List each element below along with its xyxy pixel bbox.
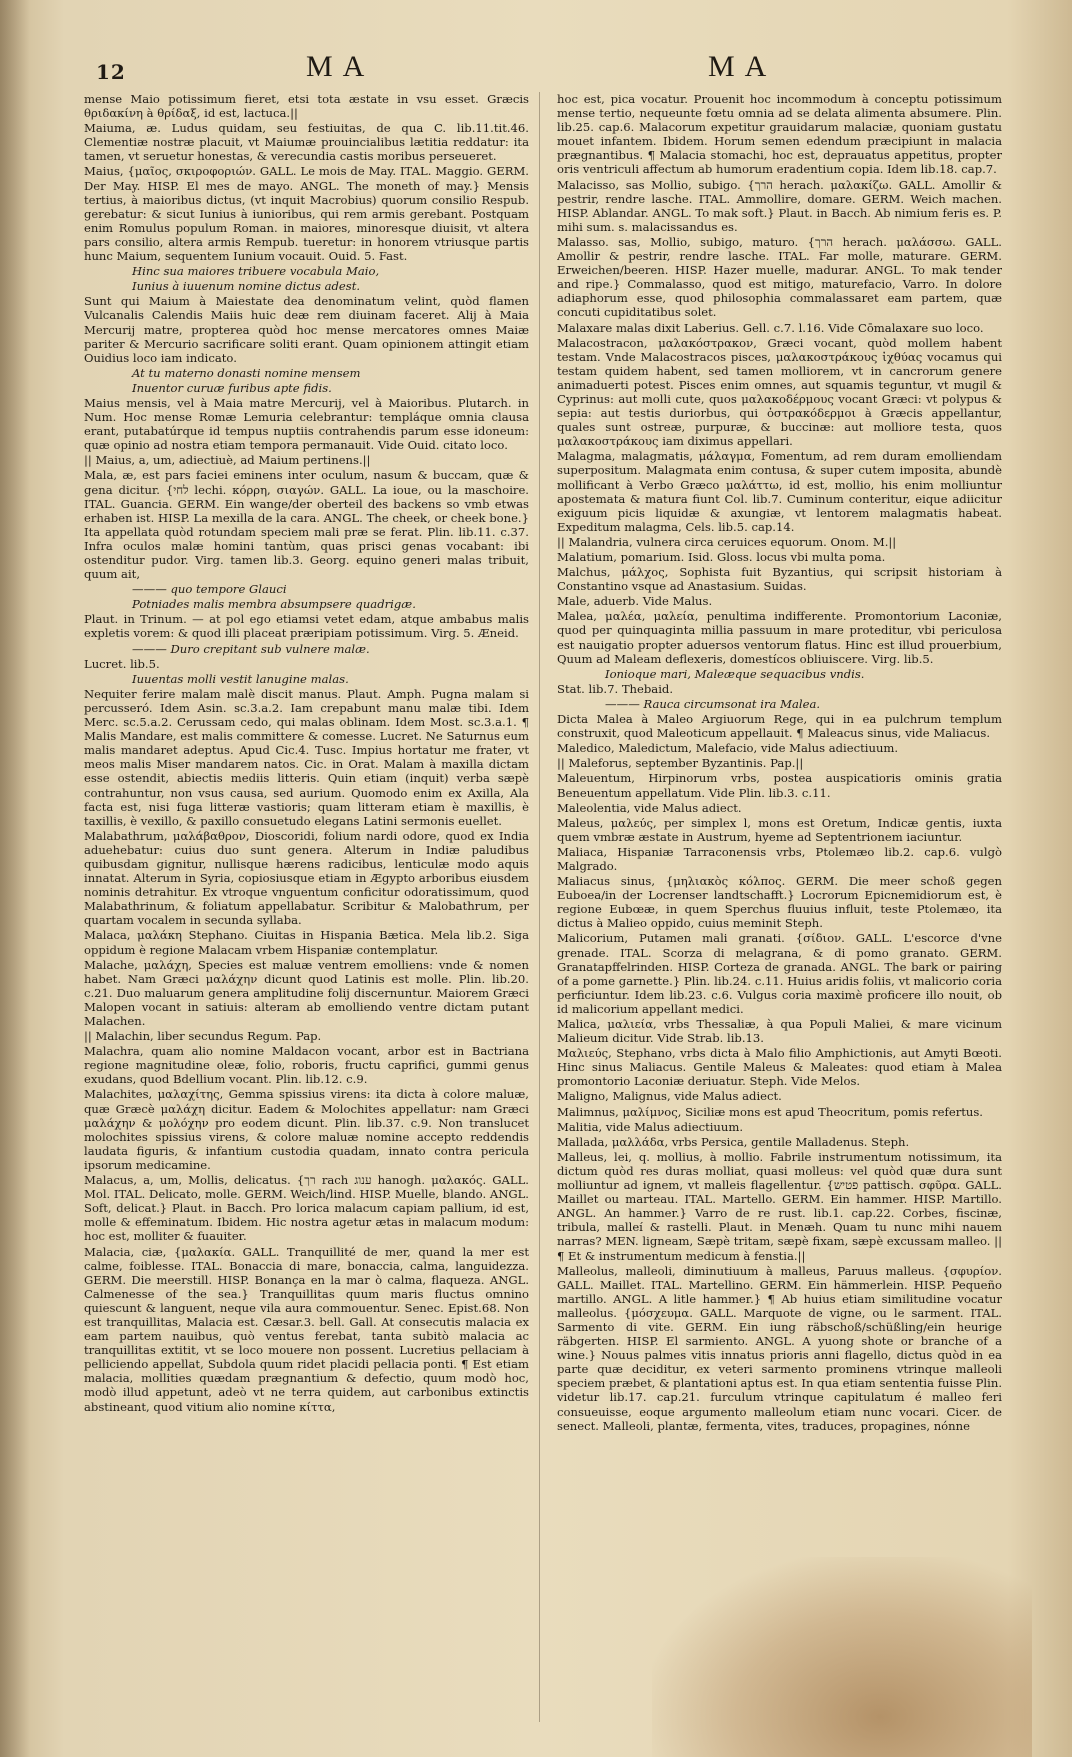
dictionary-entry: Malatium, pomarium. Isid. Gloss. locus vbi multa poma.: [557, 550, 886, 564]
dictionary-entry: Malagma, malagmatis, μάλαγμα, Fomentum, ad rem duram emolliendam superpositum. Malagmata enim contusa, & super cutem imposita, abundè mollificant à Verbo Græco μαλάττω, id est, mollio, his enim molliuntur apostemata & matura fiunt Col. lib.7. Cuminum conteritur, eique adiicitur exiguum picis liquidæ & axungiæ, vt lentorem malagmatis habeat. Expeditum malagma, Cels. lib.5. cap.14.: [557, 449, 1002, 534]
dictionary-entry: Stat. lib.7. Thebaid.: [557, 681, 674, 696]
dictionary-entry: Malache, μαλάχη, Species est maluæ ventrem emolliens: vnde & nomen habet. Nam Græci μαλάχην dicunt quod Latinis est molle. Plin. lib.20. c.21. Duo maluarum genera amplitudine folij discernuntur. Maiorem Græci Malopen vocant in satiuis: alteram ab emolliendo ventre dictam putant Malachen.: [84, 957, 529, 1028]
dictionary-entry: Plaut. in Trinum. — at pol ego etiamsi vetet edam, atque ambabus malis expletis vorem: & quod illi placeat præripiam potissimum. Virg. 5. Æneid.: [84, 612, 529, 641]
dictionary-entry: Maiuma, æ. Ludus quidam, seu festiuitas, de qua C. lib.11.tit.46. Clementiæ nostræ placuit, vt Maiumæ prouincialibus lætitia reddatur: ita tamen, vt seruetur honestas, & verecundia castis moribus perseueret.: [84, 121, 529, 164]
dictionary-entry: Malleolus, malleoli, diminutiuum à malleus, Paruus malleus. {σφυρίον. GALL. Maillet. ITAL. Martellino. GERM. Ein hämmerlein. HISP. Pequeño martillo. ANGL. A litle hammer.} ¶ Ab huius etiam similitudine vocatur malleolus. {μόσχευμα. GALL. Marquote de vigne, ou le sarment. ITAL. Sarmento di vite. GERM. Ein iung räbschoß/schüßling/ein heurige räbgerten. HISP. El sarmiento. ANGL. A yuong shote or branche of a wine.} Nouus palmes vitis innatus prioris anni flagello, dictus quòd in ea parte quæ deciditur, ex veteri sarmento prominens vtrinque malleoli speciem præbet, & plantationi aptus est. In qua etiam sententia fuisse Plin. videtur lib.17. cap.21. furculum vtrinque capitulatum é malleo feri consueuisse, eoque argumento malleolum etiam nunc vocari. Cicer. de senect. Malleoli, plantæ, fermenta, vites, traduces, propagines, nónne: [557, 1263, 1002, 1433]
dictionary-entry: Potniades malis membra absumpsere quadrigæ.: [132, 597, 416, 612]
dictionary-entry: Malacisso, sas Mollio, subigo. {הרך herach. μαλακίζω. GALL. Amollir & pestrir, rendre lasche. ITAL. Ammollire, domare. GERM. Weich machen. HISP. Ablandar. ANGL. To mak soft.} Plaut. in Bacch. Ab nimium feris es. P. mihi sum. s. malacissandus es.: [557, 177, 1002, 234]
dictionary-entry: Mallada, μαλλάδα, vrbs Persica, gentile Malladenus. Steph.: [557, 1134, 910, 1149]
dictionary-entry: Iuuentas molli vestit lanugine malas.: [132, 671, 349, 686]
dictionary-entry: Iunius à iuuenum nomine dictus adest.: [132, 279, 361, 294]
dictionary-entry: || Malachin, liber secundus Regum. Pap.: [84, 1029, 322, 1044]
dictionary-entry: Maleus, μαλεύς, per simplex l, mons est Oretum, Indicæ gentis, iuxta quem vmbræ æstate in Austrum, hyeme ad Septentrionem iaciuntur.: [557, 815, 1002, 844]
dictionary-entry: Lucret. lib.5.: [84, 656, 160, 671]
dictionary-entry: Maleolentia, vide Malus adiect.: [557, 800, 742, 815]
dictionary-entry: Maligno, Malignus, vide Malus adiect.: [557, 1089, 782, 1104]
dictionary-entry: Maius mensis, vel à Maia matre Mercurij, vel à Maioribus. Plutarch. in Num. Hoc mense Romæ Lemuria celebrantur: templáque omnia clausa erant, putabatúrque id tempus nuptiis contrahendis parum esse idoneum: quæ opinio ad nostra etiam tempora permanauit. Vide Ouid. citato loco.: [84, 395, 529, 453]
dictionary-entry: || Malandria, vulnera circa ceruices equorum. Onom. M.||: [557, 534, 897, 549]
dictionary-entry: ——— Rauca circumsonat ira Malea.: [605, 696, 821, 711]
page-number: 12: [96, 60, 126, 84]
dictionary-entry: Maledico, Maledictum, Malefacio, vide Malus adiectiuum.: [557, 741, 899, 756]
dictionary-entry: Sunt qui Maium à Maiestate dea denominatum velint, quòd flamen Vulcanalis Calendis Maiis huic deæ rem diuinam faceret. Alij à Maia Mercurij matre, propterea quòd hoc mense mercatores omnes Maiæ pariter & Mercurio sacrificare soliti erant. Quam opinionem attingit etiam Ouidius loco iam indicato.: [84, 294, 529, 365]
dictionary-entry: Malchus, μάλχος, Sophista fuit Byzantius, qui scripsit historiam à Constantino vsque ad Anastasium. Suidas.: [557, 565, 1002, 594]
dictionary-entry: Maius, {μαῖος, σκιροφοριών. GALL. Le mois de May. ITAL. Maggio. GERM. Der May. HISP. El mes de mayo. ANGL. The moneth of may.} Mensis tertius, à maioribus dictus, (vt inquit Macrobius) quorum consilio Respub. gerebatur: & sicut Iunius à iunioribus, qui rem armis gerebant. Postquam enim Romulus populum Roman. in maiores, minoresque diuisit, vt altera pars consilio, altera armis Rempub. tueretur: in honorem vtriusque partis hunc Maium, sequentem Iunium vocauit. Ouid. 5. Fast.: [84, 164, 529, 264]
dictionary-entry: Malea, μαλέα, μαλεία, penultima indifferente. Promontorium Laconiæ, quod per quinquaginta millia passuum in mare proteditur, vbi periculosa est nauigatio propter aduersos ventorum flatus. Hinc est illud prouerbium, Quum ad Maleam deflexeris, domestícos obliuiscere. Virg. lib.5.: [557, 609, 1002, 666]
dictionary-entry: Mala, æ, est pars faciei eminens inter oculum, nasum & buccam, quæ & gena dicitur. {לחי lechi. κόρρη, σιαγών. GALL. La ioue, ou la maschoire. ITAL. Guancia. GERM. Ein wange/der oberteil des backens so vmb etwas erhaben ist. HISP. La mexilla de la cara. ANGL. The cheek, or cheek bone.} Ita appellata quòd rotundam speciem mali præ se ferat. Plin. lib.11. c.37. Infra oculos malæ homini tantùm, quas prisci genas vocabant: ibi ostenditur pudor. Virg. tamen lib.3. Georg. equino generi malas tribuit, quum ait,: [84, 468, 529, 582]
dictionary-entry: Malleus, lei, q. mollius, à mollio. Fabrile instrumentum notissimum, ita dictum quòd res duras molliat, quasi molleus: vel quòd quæ dura sunt molliuntur ad ignem, vt malleis flagellentur. {פטיש pattisch. σφῦρα. GALL. Maillet ou marteau. ITAL. Martello. GERM. Ein hammer. HISP. Martillo. ANGL. An hammer.} Varro de re rust. lib.1. cap.22. Corbes, fiscinæ, tribula, malleí & rastelli. Plaut. in Menæh. Quam tu nunc mihi nauem narras? MEN. ligneam, Sæpè tritam, sæpè fixam, sæpè excussam malleo. || ¶ Et & instrumentum medicum à fenstia.||: [557, 1149, 1002, 1263]
dictionary-entry: Malica, μαλιεία, vrbs Thessaliæ, à qua Populi Maliei, & mare vicinum Malieum dicitur. Vide Strab. lib.13.: [557, 1017, 1002, 1046]
dictionary-entry: Malaca, μαλάκη Stephano. Ciuitas in Hispania Bætica. Mela lib.2. Siga oppidum è regione Malacam vrbem Hispaniæ contemplatur.: [84, 928, 529, 957]
dictionary-entry: Male, aduerb. Vide Malus.: [557, 594, 713, 609]
dictionary-entry: Nequiter ferire malam malè discit manus. Plaut. Amph. Pugna malam si percusseró. Idem Asin. sc.3.a.2. Iam crepabunt manu malæ tibi. Idem Merc. sc.5.a.2. Cerussam cedo, qui malas oblinam. Idem Most. sc.3.a.1. ¶ Malis Mandare, est malis committere & comesse. Lucret. Ne Saturnus eum malis mandaret adeptus. Apud Cic.4. Tusc. Impius hortatur me frater, vt meos malis Miser mandarem natos. Cic. in Orat. Malam à maxilla dictam esse ostendit, abiectis mediis litteris. Quin etiam (inquit) verba sæpè contrahuntur, non vsus causa, sed aurium. Quomodo enim ex Axilla, Ala facta est, nisi fuga litteræ vastioris; quam litteram etiam è maxillis, è taxillis, è vexillo, & paxillo consuetudo elegans Latini sermonis euellet.: [84, 686, 529, 828]
page-gutter-shadow: [0, 0, 30, 1757]
running-head-right: MA: [708, 50, 777, 83]
dictionary-entry: Malimnus, μαλίμνος, Siciliæ mons est apud Theocritum, pomis refertus.: [557, 1104, 983, 1119]
dictionary-entry: Maliacus sinus, {μηλιακὸς κόλπος. GERM. Die meer schoß gegen Euboea/in der Locrenser landtschafft.} Locrorum Epicnemidiorum est, è regione Eubœæ, in quem Sperchus fluuius influit, teste Ptolemæo, ita dictus à Malieo oppido, cuius meminit Steph.: [557, 874, 1002, 931]
dictionary-entry: || Maius, a, um, adiectiuè, ad Maium pertinens.||: [84, 453, 371, 468]
dictionary-entry: Malasso. sas, Mollio, subigo, maturo. {הרך herach. μαλάσσω. GALL. Amollir & pestrir, rendre lasche. ITAL. Far molle, maturare. GERM. Erweichen/beeren. HISP. Hazer muelle, madurar. ANGL. To mak tender and ripe.} Commalasso, quod est mitigo, maturefacio, Varro. In dolore adiaphorum esse, quod philosophia commalassaret eam partem, quæ concuti cupiditatibus solet.: [557, 234, 1002, 320]
dictionary-entry: Dicta Malea à Maleo Argiuorum Rege, qui in ea pulchrum templum construxit, quod Maleoticum appellauit. ¶ Maleacus sinus, vide Maliacus.: [557, 712, 1002, 741]
dictionary-entry: Maleuentum, Hirpinorum vrbs, postea auspicatioris ominis gratia Beneuentum appellatum. Vide Plin. lib.3. c.11.: [557, 771, 1002, 800]
dictionary-entry: Μαλιεύς, Stephano, vrbs dicta à Malo filio Amphictionis, aut Amyti Bœoti. Hinc sinus Maliacus. Gentile Maleus & Maleates: quod etiam à Malea promontorio Laconiæ deriuatur. Steph. Vide Melos.: [557, 1046, 1002, 1089]
dictionary-entry: Malacostracon, μαλακόστρακον, Græci vocant, quòd mollem habent testam. Vnde Malacostracos pisces, μαλακοστράκους ἰχθύας vocamus qui testam quidem habent, sed tamen molliorem, vt in cancrorum genere animaduerti potest. Pisces enim omnes, aut squamis teguntur, vt mugil & Cyprinus: aut molli cute, quos μαλακοδέρμους vocant Græci: vt polypus & sepia: aut testis duriorbus, qui ὀστρακόδερμοι à Græcis appellantur, quales sunt ostreæ, purpuræ, & buccinæ: aut molliore testa, quos μαλακοστράκους iam diximus appellari.: [557, 335, 1002, 449]
dictionary-entry: Malicorium, Putamen mali granati. {σίδιον. GALL. L'escorce d'vne grenade. ITAL. Scorza di melagrana, & di pomo granato. GERM. Granatapffelrinden. HISP. Corteza de granada. ANGL. The bark or pairing of a pome garnette.} Plin. lib.24. c.11. Huius aridis foliis, vt malicorio coria perficiuntur. Idem lib.23. c.6. Vulgus coria maximè proficere illo nouit, ob id malicorium appellant medici.: [557, 931, 1002, 1016]
right-column: [557, 92, 1002, 1732]
dictionary-entry: Malachra, quam alio nomine Maldacon vocant, arbor est in Bactriana regione magnitudine oleæ, folio, roboris, fructu caprifici, gummi genus exudans, quod Bdellium vocant. Plin. lib.12. c.9.: [84, 1044, 529, 1087]
dictionary-entry: Malacus, a, um, Mollis, delicatus. {רך rach ענוג hanogh. μαλακός. GALL. Mol. ITAL. Delicato, molle. GERM. Weich/lind. HISP. Muelle, blando. ANGL. Soft, delicat.} Plaut. in Bacch. Pro lorica malacum capiam pallium, id est, molle & effeminatum. Ibidem. Hic nostra agetur ætas in malacum modum: hoc est, molliter & fuauiter.: [84, 1173, 529, 1244]
column-divider: [539, 92, 540, 1722]
dictionary-entry: ——— Duro crepitant sub vulnere malæ.: [132, 641, 370, 656]
dictionary-entry: Hinc sua maiores tribuere vocabula Maio,: [132, 264, 380, 279]
dictionary-entry: Ionioque mari, Maleæque sequacibus vndis.: [605, 666, 865, 681]
dictionary-entry: Maliaca, Hispaniæ Tarraconensis vrbs, Ptolemæo lib.2. cap.6. vulgò Malgrado.: [557, 844, 1002, 873]
page-header: [96, 50, 1018, 90]
dictionary-entry: Malacia, ciæ, {μαλακία. GALL. Tranquillité de mer, quand la mer est calme, foiblesse. ITAL. Bonaccia di mare, bonaccia, calma, languidezza. GERM. Die meerstill. HISP. Bonança en la mar ò calma, flaqueza. ANGL. Calmenesse of the sea.} Tranquillitas quum maris fluctus omnino quiescunt & languent, neque vila aura commouentur. Senec. Epist.68. Non est tranquillitas, Malacia est. Cæsar.3. bell. Gall. At consecutis malacia ex eam partem nauibus, quò ventus ferebat, tanta subitò malacia ac tranquillitas extitit, vt se loco mouere non possent. Lucretius pellaciam à pelliciendo appellat, Subdola quum ridet placidi pellacia ponti. ¶ Est etiam malacia, mollities quædam prægnantium & defectio, quum modò hoc, modò illud appetunt, adeò vt ne terra quidem, aut carbonibus extinctis abstineant, quod vitium alio nomine κίττα,: [84, 1244, 529, 1414]
dictionary-entry: Malabathrum, μαλάβαθρον, Dioscoridi, folium nardi odore, quod ex India aduehebatur: cuius duo sunt genera. Alterum in Indiæ paludibus quibusdam gignitur, nullisque hærens radicibus, lenticulæ modo aquis innatat. Alterum in Syria, copiosiusque etiam in Ægypto arboribus eiusdem nominis detrahitur. Ex vtroque vnguentum conficitur odoratissimum, quod Malabathrinum, & foliatum appellabatur. Scribitur & Malobathrum, per quartam vocalem in secunda syllaba.: [84, 828, 529, 928]
dictionary-entry: Malachites, μαλαχίτης, Gemma spissius virens: ita dicta à colore maluæ, quæ Græcè μαλάχη dicitur. Eadem & Molochites appellatur: nam Græci μαλάχην & μολόχην pro eodem dicunt. Plin. lib.37. c.9. Non translucet molochites spissius virens, & colore maluæ nomine accepto reddendis laudata figuris, & infantium custodia quadam, innato contra pericula ipsorum medicamine.: [84, 1087, 529, 1172]
dictionary-entry: At tu materno donasti nomine mensem: [132, 365, 361, 380]
dictionary-entry: || Maleforus, september Byzantinis. Pap.||: [557, 756, 804, 771]
dictionary-entry: Malaxare malas dixit Laberius. Gell. c.7. l.16. Vide Cōmalaxare suo loco.: [557, 320, 984, 335]
running-head-left: MA: [306, 50, 375, 83]
dictionary-entry: hoc est, pica vocatur. Prouenit hoc incommodum à conceptu potissimum mense tertio, nequeunte fœtu omnia ad se delata alimenta absumere. Plin. lib.25. cap.6. Malacorum expetitur grauidarum malaciæ, quoniam gustatu mouet infantem. Ibidem. Horum semen edendum præcipiunt in malacia prægnantibus. ¶ Malacia stomachi, hoc est, deprauatus appetitus, propter oris ventriculi affectum ab humorum eradentium copia. Idem lib.18. cap.7.: [557, 92, 1002, 177]
left-column: [84, 92, 529, 1732]
dictionary-entry: Inuentor curuæ furibus apte fidis.: [132, 380, 332, 395]
dictionary-entry: ——— quo tempore Glauci: [132, 582, 287, 597]
dictionary-entry: mense Maio potissimum fieret, etsi tota æstate in vsu esset. Græcis θριδακίνη à θρίδαξ, id est, lactuca.||: [84, 92, 529, 121]
dictionary-entry: Malitia, vide Malus adiectiuum.: [557, 1119, 744, 1134]
